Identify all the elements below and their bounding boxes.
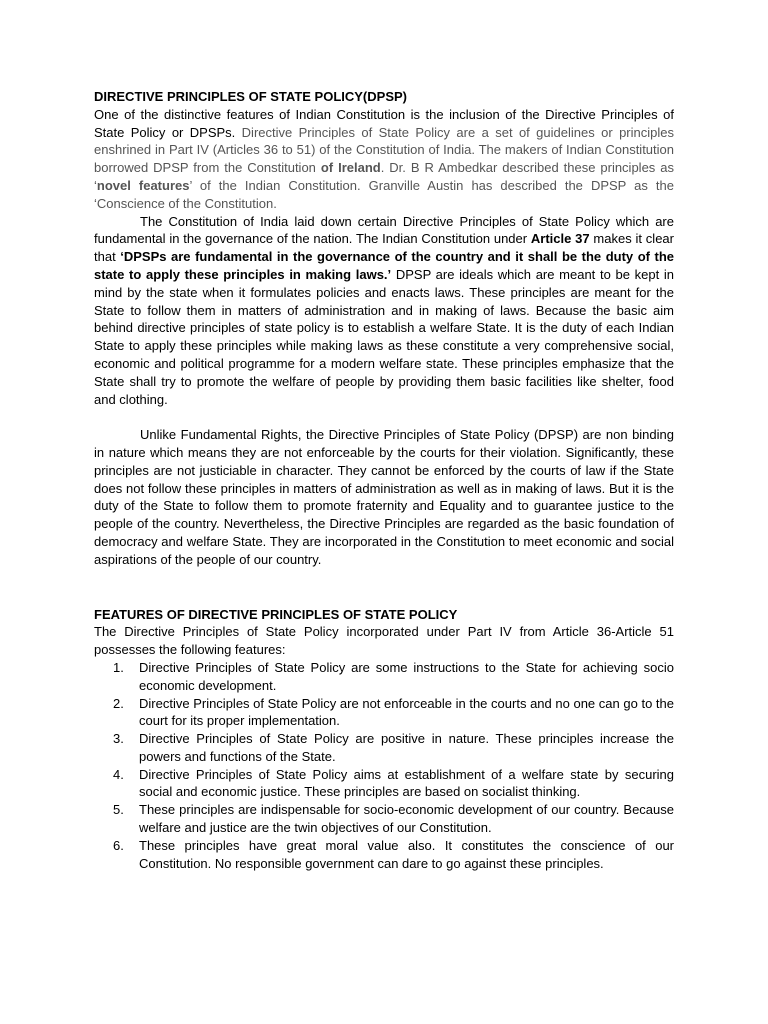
spacer bbox=[94, 408, 674, 426]
gov-text-article: Article 37 bbox=[530, 231, 590, 247]
spacer bbox=[94, 569, 674, 586]
list-item bbox=[113, 837, 674, 873]
list-item-text: These principles are indispensable for socio-economic development of our country. Because welfare and justice are the twin objectives of our Constitution. bbox=[139, 802, 674, 836]
gov-text-c: makes it clear that bbox=[94, 231, 674, 265]
gov-text-a: The Constitution of India laid down certain Directive Principles of State Policy which are fundamental in the governance of the nation. The Indian Constitution under bbox=[94, 213, 674, 247]
intro-text-novel: novel features bbox=[96, 177, 190, 193]
gov-text-e: DPSP are ideals which are meant to be kept in mind by the state when it formulates policies and enacts laws. These principles are meant for the State to follow them in matters of administration and in making of laws. Because the basic aim behind directive principles of state policy is to establish a welfare State. It is the duty of each Indian State to apply these principles while making laws as these constitute a very comprehensive social, economic and political programme for a modern welfare state. These principles emphasize that the State shall try to promote the welfare of people by providing them basic facilities like shelter, food and clothing. bbox=[94, 266, 674, 407]
list-item-number: 4. bbox=[113, 766, 124, 782]
intro-text-b: Directive Principles of State Policy are a set of guidelines or principles enshrined in Part IV (Articles 36 to 51) of the Constitution of India. The makers of Indian Constitution borrowed DPSP from the Constitution bbox=[94, 124, 674, 176]
list-item-number: 1. bbox=[113, 659, 124, 675]
features-list bbox=[94, 659, 674, 873]
list-item bbox=[113, 801, 674, 837]
section-heading-features: FEATURES OF DIRECTIVE PRINCIPLES OF STATE POLICY bbox=[94, 606, 458, 622]
list-item bbox=[113, 695, 674, 731]
intro-text-d: . Dr. B R Ambedkar described these principles as ‘ bbox=[94, 160, 674, 193]
list-item-number: 6. bbox=[113, 837, 124, 853]
intro-text-a: One of the distinctive features of Indian Constitution is the inclusion of the Directive Principles of State Policy or DPSPs. bbox=[94, 106, 674, 140]
list-item-text: Directive Principles of State Policy are not enforceable in the courts and no one can go to the court for its proper implementation. bbox=[139, 695, 674, 729]
intro-text-f: ’ of the Indian Constitution. Granville Austin has described the DPSP as the ‘Conscience of the Constitution. bbox=[94, 177, 674, 211]
list-item-text: Directive Principles of State Policy are some instructions to the State for achieving socio economic development. bbox=[139, 659, 674, 693]
list-item bbox=[113, 659, 674, 695]
non-binding-paragraph: Unlike Fundamental Rights, the Directive Principles of State Policy (DPSP) are non binding in nature which means they are not enforceable by the courts for their violation. Significantly, these principles are not justiciable in character. They cannot be enforced by the courts of law if the State does not follow these principles in matters of administration as well as in making of laws. But it is the duty of the State to follow them to promote fraternity and Equality and to guarantee justice to the people of the country. Nevertheless, the Directive Principles are regarded as the basic foundation of democracy and welfare State. They are incorporated in the Constitution to meet economic and social aspirations of the people of our country. bbox=[94, 427, 674, 567]
list-item bbox=[113, 766, 674, 802]
section-heading-dpsp: DIRECTIVE PRINCIPLES OF STATE POLICY(DPSP) bbox=[94, 89, 407, 104]
gov-text-quote: ‘DPSPs are fundamental in the governance of the country and it shall be the duty of the state to apply these principles in making laws.’ bbox=[94, 249, 675, 282]
list-item-number: 2. bbox=[113, 695, 124, 711]
intro-paragraph bbox=[94, 106, 674, 213]
list-item-text: Directive Principles of State Policy are positive in nature. These principles increase the powers and functions of the State. bbox=[139, 731, 674, 764]
spacer bbox=[94, 586, 674, 606]
features-intro: The Directive Principles of State Policy incorporated under Part IV from Article 36-Article 51 possesses the following features: bbox=[94, 624, 674, 658]
governance-paragraph bbox=[94, 213, 674, 409]
document-page bbox=[94, 88, 674, 872]
list-item-number: 5. bbox=[113, 802, 124, 818]
list-item bbox=[113, 730, 674, 766]
list-item-number: 3. bbox=[113, 731, 124, 747]
list-item-text: These principles have great moral value also. It constitutes the conscience of our Constitution. No responsible government can dare to go against these principles. bbox=[139, 837, 674, 871]
list-item-text: Directive Principles of State Policy aims at establishment of a welfare state by securing social and economic justice. These principles are based on socialist thinking. bbox=[139, 766, 674, 800]
intro-text-ireland: of Ireland bbox=[320, 160, 381, 176]
